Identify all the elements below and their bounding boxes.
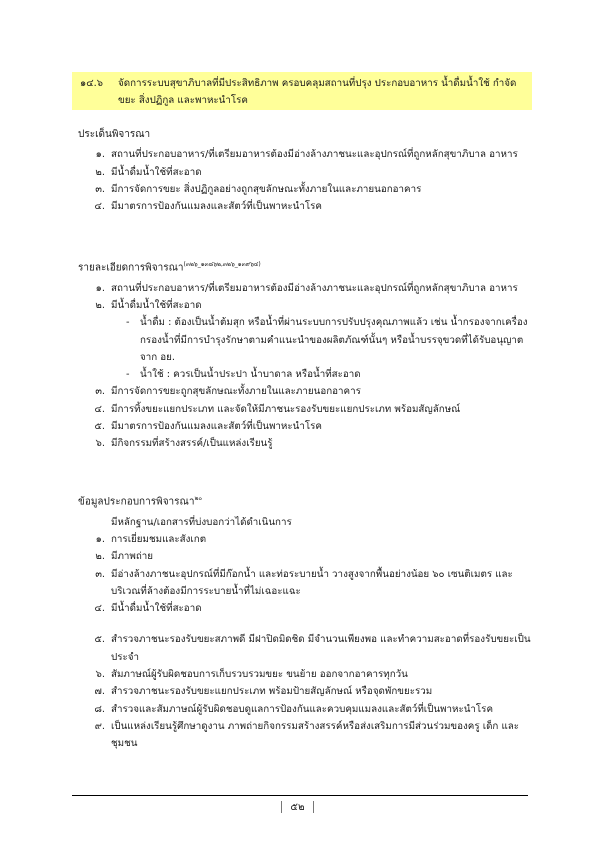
footer-divider	[72, 795, 528, 796]
section-title-text: จัดการระบบสุขาภิบาลที่มีประสิทธิภาพ ครอบคลุมสถานที่ปรุง ประกอบอาหาร น้ำดื่มน้ำใช้ กำจัดขยะ สิ่งปฏิกูล และพาหะนำโรค	[118, 78, 517, 106]
bullet-item: - น้ำใช้ : ควรเป็นน้ำประปา น้ำบาดาล หรือน้ำที่สะอาด	[126, 369, 361, 381]
details-reference: (๓๒๖_๑๓๘๖๒,๓๒๖_๑๓๙๖๔)	[183, 261, 261, 268]
list-item: ๙. เป็นแหล่งเรียนรู้ศึกษาดูงาน ภาพถ่ายกิจกรรมสร้างสรรค์หรือส่งเสริมการมีส่วนร่วมของครู เด็ก และชุมชน	[94, 720, 520, 750]
list-item: ๒. มีภาพถ่าย	[95, 551, 154, 563]
list-item: ๖. มีกิจกรรมที่สร้างสรรค์/เป็นแหล่งเรียนรู้	[95, 438, 273, 450]
list-item: ๓. มีการจัดการขยะ สิ่งปฏิกูลอย่างถูกสุขลักษณะทั้งภายในและภายนอกอาคาร	[95, 183, 422, 195]
section-number: ๑๔.๖	[80, 78, 103, 89]
list-item: ๘. สำรวจและสัมภาษณ์ผู้รับผิดชอบดูแลการป้องกันและควบคุมแมลงและสัตว์ที่เป็นพาหะนำโรค	[94, 703, 493, 715]
details-heading: รายละเอียดการพิจารณา$^{(๓๒๖\_๑๓๘๖๒,๓๒๖\_๑๓๙๖๔)}$	[78, 261, 261, 274]
section-title	[80, 75, 524, 109]
list-item: ๗. สำรวจภาชนะรองรับขยะแยกประเภท พร้อมป้ายสัญลักษณ์ หรือจุดพักขยะรวม	[94, 686, 433, 698]
details-section	[78, 256, 538, 453]
criteria-section	[78, 126, 538, 215]
list-item: ๒. มีน้ำดื่มน้ำใช้ที่สะอาด	[95, 299, 202, 311]
section-title-highlight	[72, 72, 532, 110]
list-item: ๓. มีอ่างล้างภาชนะอุปกรณ์ที่มีก๊อกน้ำ และท่อระบายน้ำ วางสูงจากพื้นอย่างน้อย ๖๐ เซนติเมตร และบริเวณที่ล้างต้องมีการระบายน้ำที่ไม่เฉอะแฉะ	[95, 568, 513, 597]
footer-separator	[281, 801, 282, 813]
list-item: ๕. สำรวจภาชนะรองรับขยะสภาพดี มีฝาปิดมิดชิด มีจำนวนเพียงพอ และทำความสะอาดที่รองรับขยะเป็นประจำ	[94, 634, 531, 663]
list-item: ๕. มีมาตรการป้องกันแมลงและสัตว์ที่เป็นพาหะนำโรค	[94, 421, 322, 432]
footnote-marker: ๒๐	[194, 495, 203, 502]
list-item: ๔. มีน้ำดื่มน้ำใช้ที่สะอาด	[94, 603, 202, 615]
evidence-intro: มีหลักฐาน/เอกสารที่บ่งบอกว่าได้ดำเนินการ	[111, 516, 292, 528]
list-item: ๒. มีน้ำดื่มน้ำใช้ที่สะอาด	[95, 166, 202, 178]
list-item: ๑. การเยี่ยมชมและสังเกต	[95, 533, 207, 545]
list-item: ๓. มีการจัดการขยะถูกสุขลักษณะทั้งภายในและภายนอกอาคาร	[95, 386, 361, 398]
list-item: ๖. สัมภาษณ์ผู้รับผิดชอบการเก็บรวบรวมขยะ ขนย้าย ออกจากอาคารทุกวัน	[95, 669, 408, 680]
bullet-item: - น้ำดื่ม : ต้องเป็นน้ำต้มสุก หรือน้ำที่ผ่านระบบการปรับปรุงคุณภาพแล้ว เช่น น้ำกรองจากเครื่องกรองน้ำที่มีการบำรุงรักษาตามคำแนะนำของผลิตภัณฑ์นั้นๆ หรือน้ำบรรจุขวดที่ได้รับอนุญาตจาก อย.	[126, 317, 528, 363]
list-item: ๔. มีการทิ้งขยะแยกประเภท และจัดให้มีภาชนะรองรับขยะแยกประเภท พร้อมสัญลักษณ์	[94, 403, 461, 415]
footer-separator	[313, 801, 314, 813]
list-item: ๔. มีมาตรการป้องกันแมลงและสัตว์ที่เป็นพาหะนำโรค	[94, 201, 322, 213]
evidence-heading: ข้อมูลประกอบการพิจารณา$^{๒๐}$	[78, 495, 203, 508]
list-item: ๑. สถานที่ประกอบอาหาร/ที่เตรียมอาหารต้องมีอ่างล้างภาชนะและอุปกรณ์ที่ถูกหลักสุขาภิบาล อาหาร	[95, 282, 518, 294]
list-item: ๑. สถานที่ประกอบอาหาร/ที่เตรียมอาหารต้องมีอ่างล้างภาชนะและอุปกรณ์ที่ถูกหลักสุขาภิบาล อาหาร	[95, 149, 518, 161]
criteria-heading: ประเด็นพิจารณา	[78, 129, 151, 140]
evidence-section	[78, 490, 538, 752]
page-footer	[0, 800, 595, 815]
spacer	[78, 617, 538, 631]
page-number: ๕๒	[290, 802, 305, 813]
